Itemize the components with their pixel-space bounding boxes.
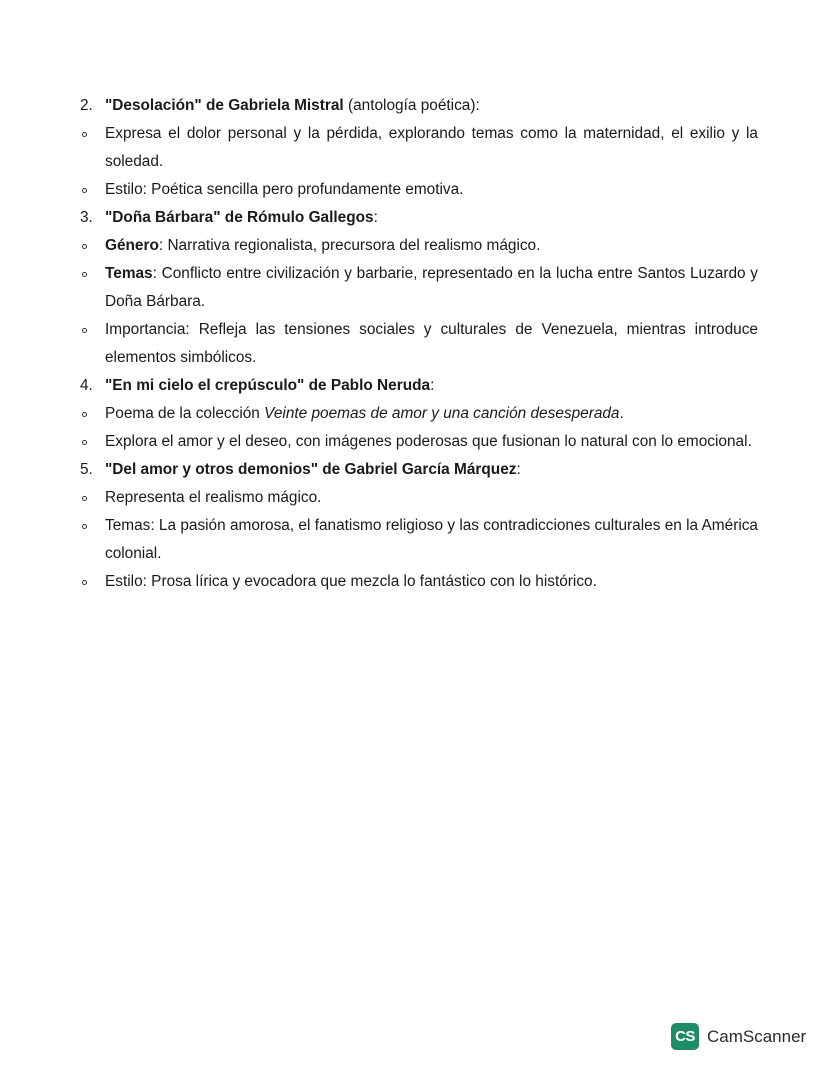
section-number: 5. xyxy=(80,461,93,478)
work-title: "En mi cielo el crepúsculo" de Pablo Neruda xyxy=(105,377,431,394)
list-item xyxy=(80,232,758,260)
hollow-bullet-icon xyxy=(82,132,87,137)
hollow-bullet-icon xyxy=(82,272,87,277)
bullet-text: Explora el amor y el deseo, con imágenes poderosas que fusionan lo natural con lo emocional. xyxy=(105,433,752,450)
work-title: "Doña Bárbara" de Rómulo Gallegos xyxy=(105,209,374,226)
collection-title: Veinte poemas de amor y una canción desesperada xyxy=(264,405,620,422)
list-item xyxy=(80,260,758,316)
hollow-bullet-icon xyxy=(82,412,87,417)
title-suffix: : xyxy=(430,377,435,394)
bullet-text: : Conflicto entre civilización y barbarie, representado en la lucha entre Santos Luzardo y Doña Bárbara. xyxy=(105,265,758,310)
bullet-label: Temas xyxy=(105,265,153,282)
document-content xyxy=(80,92,758,596)
section-number: 4. xyxy=(80,377,93,394)
bullet-label: Género xyxy=(105,237,159,254)
camscanner-logo-icon: CS xyxy=(671,1023,699,1050)
bullet-text: Estilo: Prosa lírica y evocadora que mezcla lo fantástico con lo histórico. xyxy=(105,573,597,590)
section-number: 2. xyxy=(80,97,93,114)
bullet-text: Temas: La pasión amorosa, el fanatismo religioso y las contradicciones culturales en la América colonial. xyxy=(105,517,758,562)
hollow-bullet-icon xyxy=(82,440,87,445)
list-item xyxy=(80,512,758,568)
section-number: 3. xyxy=(80,209,93,226)
hollow-bullet-icon xyxy=(82,496,87,501)
list-item xyxy=(80,316,758,372)
list-item xyxy=(80,176,758,204)
work-title: "Del amor y otros demonios" de Gabriel García Márquez xyxy=(105,461,517,478)
section-heading xyxy=(80,204,758,232)
list-item xyxy=(80,120,758,176)
title-suffix: : xyxy=(373,209,378,226)
hollow-bullet-icon xyxy=(82,244,87,249)
bullet-text: : Narrativa regionalista, precursora del realismo mágico. xyxy=(158,237,541,254)
list-item xyxy=(80,484,758,512)
section-heading xyxy=(80,372,758,400)
bullet-text: Expresa el dolor personal y la pérdida, explorando temas como la maternidad, el exilio y la soledad. xyxy=(105,125,758,170)
watermark-brand: CamScanner xyxy=(707,1026,807,1046)
section-heading xyxy=(80,456,758,484)
hollow-bullet-icon xyxy=(82,188,87,193)
bullet-text: Estilo: Poética sencilla pero profundamente emotiva. xyxy=(105,181,464,198)
list-item xyxy=(80,568,758,596)
hollow-bullet-icon xyxy=(82,524,87,529)
camscanner-watermark xyxy=(671,1023,806,1050)
work-title: "Desolación" de Gabriela Mistral xyxy=(105,97,344,114)
list-item xyxy=(80,428,758,456)
hollow-bullet-icon xyxy=(82,580,87,585)
hollow-bullet-icon xyxy=(82,328,87,333)
title-suffix: : xyxy=(516,461,521,478)
bullet-text: Representa el realismo mágico. xyxy=(105,489,322,506)
section-heading xyxy=(80,92,758,120)
bullet-text: Importancia: Refleja las tensiones sociales y culturales de Venezuela, mientras introduce elementos simbólicos. xyxy=(105,321,758,366)
list-item xyxy=(80,400,758,428)
bullet-text-end: . xyxy=(619,405,624,422)
title-suffix: (antología poética): xyxy=(343,97,480,114)
bullet-text: Poema de la colección xyxy=(105,405,265,422)
